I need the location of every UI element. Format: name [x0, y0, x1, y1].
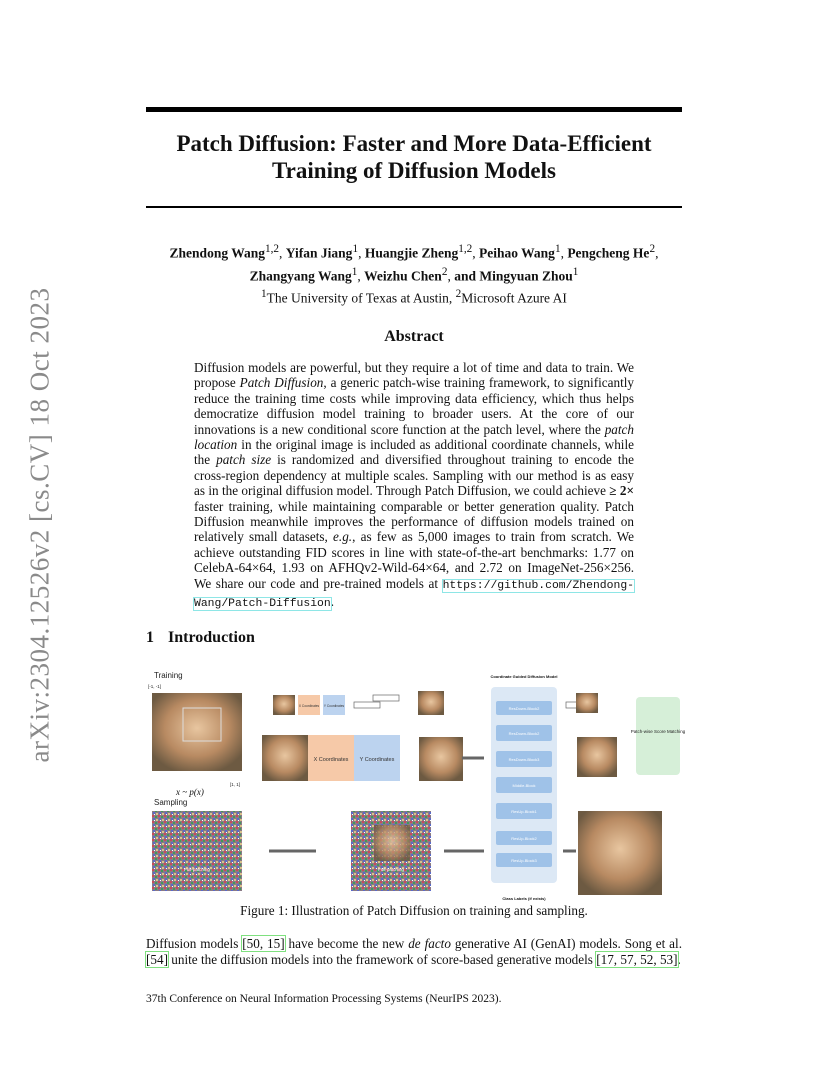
- svg-text:Full-patching: Full-patching: [184, 867, 210, 872]
- intro-paragraph: Diffusion models [50, 15] have become the new de facto generative AI (GenAI) models. Song et al. [54] unite the diffusion models into the framework of score-based generative models [17, 57, 52, 53].: [146, 936, 682, 967]
- abstract-heading: Abstract: [384, 328, 444, 345]
- svg-text:X Coordinates: X Coordinates: [298, 704, 320, 708]
- noise-input: [152, 811, 242, 891]
- model-blocks: [496, 701, 552, 867]
- citation-link[interactable]: [54]: [146, 952, 168, 967]
- coord-top-left: [-1, -1]: [148, 684, 162, 689]
- figure-1: [146, 665, 686, 905]
- coord-bottom-right: [1, 1]: [230, 782, 241, 787]
- output-large: [577, 737, 617, 777]
- training-label: Training: [154, 671, 183, 680]
- figure-caption: Figure 1: Illustration of Patch Diffusion on training and sampling.: [240, 903, 588, 918]
- svg-text:Full-patching: Full-patching: [378, 867, 404, 872]
- svg-text:ResDown-Block2: ResDown-Block2: [508, 706, 540, 711]
- svg-text:ResDown-Block3: ResDown-Block3: [508, 757, 540, 762]
- footer-note: 37th Conference on Neural Information Processing Systems (NeurIPS 2023).: [146, 993, 502, 1005]
- score-matching-box: [636, 697, 680, 775]
- svg-text:ResUp-Block3: ResUp-Block3: [511, 858, 537, 863]
- section-heading: 1 Introduction: [146, 629, 255, 646]
- sampling-label: Sampling: [154, 798, 188, 807]
- large-stack: [419, 737, 463, 781]
- svg-text:ResDown-Block2: ResDown-Block2: [508, 731, 540, 736]
- small-patch: [273, 695, 295, 715]
- svg-text:Middle-Block: Middle-Block: [512, 783, 536, 788]
- title-rule-top: [146, 107, 682, 112]
- svg-text:Coordinate Guided Diffusion Mo: Coordinate Guided Diffusion Model: [490, 674, 558, 679]
- svg-text:Patch-wise Score Matching: Patch-wise Score Matching: [630, 729, 686, 734]
- svg-text:Class Labels (if exists): Class Labels (if exists): [502, 896, 546, 901]
- paper-title: Patch Diffusion: Faster and More Data-Efficient Training of Diffusion Models: [176, 131, 652, 183]
- svg-text:Y Coordinates: Y Coordinates: [323, 704, 345, 708]
- output-small: [576, 693, 598, 713]
- github-link[interactable]: https://github.com/Zhendong-Wang/Patch-Diffusion: [194, 579, 634, 611]
- author-block: Zhendong Wang$^{1,2}$, Yifan Jiang$^1$, Huangjie Zheng$^{1,2}$, Peihao Wang$^1$, Pengcheng He$^2$, Zhangyang Wang$^1$, Weizhu Chen$^2$, and Mingyuan Zhou$^1$ $^1$The University of Texas at Austin, $^2$Microsoft Azure AI: [146, 240, 682, 308]
- svg-text:ResUp-Block1: ResUp-Block1: [511, 809, 537, 814]
- data-formula: x ~ p(x): [176, 787, 204, 797]
- abstract-text: Diffusion models are powerful, but they require a lot of time and data to train. We propose Patch Diffusion, a generic patch-wise training framework, to significantly reduce the training time costs while improving data efficiency, which thus helps democratize diffusion model training to broader users. At the core of our innovations is a new conditional score function at the patch level, where the patch location in the original image is included as additional coordinate channels, while the patch size is randomized and diversified throughout training to encode the cross-region dependency at multiple scales. Sampling with our method is as easy as in the original diffusion model. Through Patch Diffusion, we could achieve ≥ 2× faster training, while maintaining comparable or better generation quality. Patch Diffusion meanwhile improves the performance of diffusion models trained on relatively small datasets, e.g., as few as 5,000 images to train from scratch. We achieve outstanding FID scores in line with state-of-the-art benchmarks: 1.77 on CelebA-64×64, 1.93 on AFHQv2-Wild-64×64, and 2.72 on ImageNet-256×256. We share our code and pre-trained models at https://github.com/Zhendong-Wang/Patch-Diffusion.: [194, 360, 634, 611]
- generated-image: [578, 811, 662, 895]
- citation-link[interactable]: [17, 57, 52, 53]: [596, 952, 678, 967]
- large-patch: [262, 735, 308, 781]
- small-stack: [418, 691, 444, 715]
- svg-text:Y Coordinates: Y Coordinates: [359, 757, 395, 763]
- citation-link[interactable]: [50, 15]: [242, 936, 285, 951]
- title-rule-bottom: [146, 206, 682, 208]
- arxiv-watermark: arXiv:2304.12526v2 [cs.CV] 18 Oct 2023: [24, 287, 55, 763]
- svg-text:ResUp-Block2: ResUp-Block2: [511, 836, 537, 841]
- affiliations: $^1$The University of Texas at Austin, $^2$Microsoft Azure AI: [261, 288, 567, 306]
- training-image: [152, 693, 242, 771]
- arrow-row1: [373, 695, 399, 701]
- arrow-small: [354, 702, 380, 708]
- svg-text:X Coordinates: X Coordinates: [313, 757, 349, 763]
